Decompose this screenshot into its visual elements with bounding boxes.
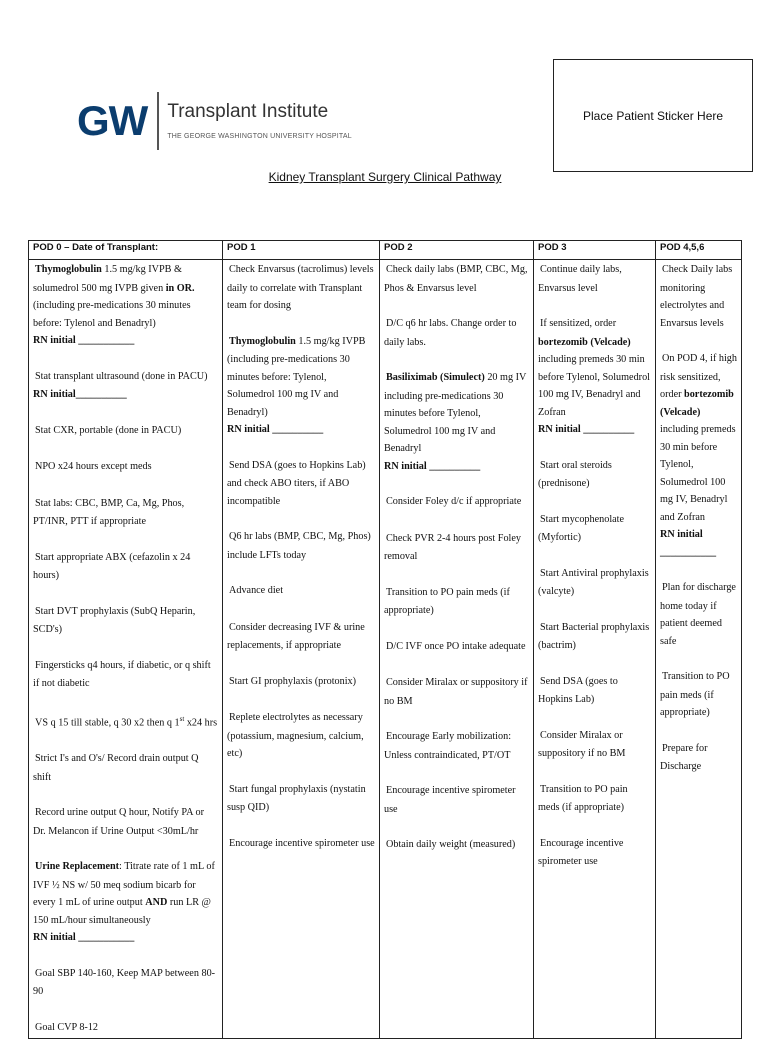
pod0-abx-item <box>33 549 218 585</box>
pod1-gi-prophylaxis-item <box>227 673 375 692</box>
item-text: Encourage incentive spirometer use <box>384 785 516 815</box>
drug-name: Basiliximab (Simulect) <box>386 372 485 383</box>
item-text: 1.5 mg/kg IVPB & solumedrol 500 mg IVPB given <box>33 264 182 294</box>
item-text: : Titrate rate of 1 mL of IVF ½ NS w/ 50 meq sodium bicarb for every 1 mL of urine output <box>33 861 215 909</box>
item-text: x24 hrs <box>184 716 218 728</box>
pod2-foley-item <box>384 493 529 512</box>
pod3-po-pain-item <box>538 781 651 817</box>
item-text: (including pre-medications 30 minutes before: Tylenol and Benadryl) <box>33 300 191 329</box>
header-pod4-6: POD 4,5,6 <box>656 241 742 260</box>
pod2-daily-weight-item <box>384 836 529 855</box>
pod1-ivf-item <box>227 619 375 655</box>
header-pod1: POD 1 <box>223 241 380 260</box>
pod2-daily-labs-item <box>384 261 529 297</box>
item-text: Transition to PO pain meds (if appropriate) <box>660 671 730 718</box>
rn-initial-line[interactable]: ___________ <box>660 546 717 558</box>
pod0-urine-output-item <box>33 804 218 840</box>
item-text: Q6 hr labs (BMP, CBC, Mg, Phos) include LFTs today <box>227 531 371 561</box>
drug-name: Thymoglobulin <box>35 264 102 275</box>
item-text: Check Daily labs monitoring electrolytes and Envarsus levels <box>660 264 733 329</box>
rn-initial-line[interactable]: RN initial ___________ <box>33 335 135 346</box>
pod0-npo-item <box>33 458 218 477</box>
drug-name: Thymoglobulin <box>229 335 296 347</box>
item-text: Start fungal prophylaxis (nystatin susp QID) <box>227 783 366 813</box>
item-text: Start Antiviral prophylaxis (valcyte) <box>538 567 649 597</box>
item-text: NPO x24 hours except meds <box>35 461 152 472</box>
item-text: Consider decreasing IVF & urine replacements, if appropriate <box>227 621 365 651</box>
item-text: Send DSA (goes to Hopkins Lab) <box>538 675 618 705</box>
pod0-column <box>29 260 223 1039</box>
pod2-spirometer-item <box>384 782 529 818</box>
pod0-goal-cvp-item <box>33 1019 218 1038</box>
item-text: including premeds 30 min before Tylenol, Solumedrol 100 mg IV, Benadryl and Zofran <box>660 424 736 523</box>
pod4-prepare-discharge-item <box>660 740 737 776</box>
item-text: VS q 15 till stable, q 30 x2 then q 1 <box>35 716 180 728</box>
item-text: D/C IVF once PO intake adequate <box>386 640 526 652</box>
pod4-bortezomib-item <box>660 350 737 561</box>
gw-logo-mark: GW <box>77 97 148 144</box>
item-text: Strict I's and O's/ Record drain output Q shift <box>33 753 199 783</box>
rn-initial-line[interactable]: RN initial __________ <box>384 460 481 472</box>
item-text: Start Bacterial prophylaxis (bactrim) <box>538 621 650 651</box>
logo-hospital: THE GEORGE WASHINGTON UNIVERSITY HOSPITAL <box>167 132 352 140</box>
pod0-strict-io-item <box>33 750 218 786</box>
pod0-goal-sbp-item <box>33 965 218 1001</box>
drug-name: bortezomib (Velcade) <box>538 336 631 348</box>
pod2-mobilization-item <box>384 728 529 764</box>
item-text: Encourage incentive spirometer use <box>538 837 624 867</box>
ordinal-suffix: st <box>179 714 185 723</box>
pod3-miralax-item <box>538 727 651 763</box>
patient-sticker-label: Place Patient Sticker Here <box>582 108 724 123</box>
item-text: Replete electrolytes as necessary (potassium, magnesium, calcium, etc) <box>227 712 364 759</box>
item-text: Goal CVP 8-12 <box>35 1021 99 1033</box>
item-text: including premeds 30 min before Tylenol, Solumedrol 100 mg IV, Benadryl and Zofran <box>538 354 650 418</box>
item-text: If sensitized, order <box>540 318 617 329</box>
rn-initial-line[interactable]: RN initial__________ <box>33 389 127 400</box>
clinical-pathway-table <box>28 240 742 1039</box>
item-text: Start DVT prophylaxis (SubQ Heparin, SCD's) <box>33 605 196 635</box>
pod3-mycophenolate-item <box>538 511 651 547</box>
pod3-oral-steroids-item <box>538 457 651 493</box>
item-text: Fingersticks q4 hours, if diabetic, or q shift if not diabetic <box>33 659 211 689</box>
item-text: Consider Foley d/c if appropriate <box>386 496 522 507</box>
pod3-bortezomib-item <box>538 315 651 439</box>
pod0-ultrasound-item <box>33 368 218 404</box>
patient-sticker-box <box>553 59 753 172</box>
table-body-row <box>29 260 742 1039</box>
item-text: Start GI prophylaxis (protonix) <box>229 675 357 687</box>
item-text: Start mycophenolate (Myfortic) <box>538 513 625 543</box>
pod3-column <box>534 260 656 1039</box>
pod2-pvr-item <box>384 530 529 566</box>
item-text: Consider Miralax or suppository if no BM <box>384 677 528 707</box>
pod4-daily-labs-item <box>660 261 737 332</box>
item-text: Check PVR 2-4 hours post Foley removal <box>384 532 521 562</box>
header-pod0: POD 0 – Date of Transplant: <box>29 241 223 260</box>
gw-transplant-logo <box>77 92 352 150</box>
rn-initial-line[interactable]: RN initial ___________ <box>33 932 135 944</box>
pod1-q6-labs-item <box>227 528 375 564</box>
page-title-text: Kidney Transplant Surgery Clinical Pathway <box>268 170 502 184</box>
item-text: Send DSA (goes to Hopkins Lab) and check ABO titers, if ABO incompatible <box>227 459 366 507</box>
item-text: Encourage incentive spirometer use <box>229 837 375 849</box>
item-text: Transition to PO pain meds (if appropriate) <box>384 586 510 616</box>
item-text: Check Envarsus (tacrolimus) levels daily to correlate with Transplant team for dosing <box>227 264 374 311</box>
pod2-po-pain-item <box>384 584 529 620</box>
logo-institute: Transplant Institute <box>167 101 329 123</box>
pod1-column <box>223 260 380 1039</box>
pod1-advance-diet-item <box>227 582 375 601</box>
table-header-row <box>29 241 742 260</box>
item-text: Consider Miralax or suppository if no BM <box>538 729 626 759</box>
item-text: 1.5 mg/kg IVPB (including pre-medications 30 minutes before: Tylenol, Solumedrol 100 mg IV and Benadryl) <box>227 335 366 418</box>
pod3-antiviral-item <box>538 565 651 601</box>
pod2-miralax-item <box>384 674 529 710</box>
pod3-bacterial-item <box>538 619 651 655</box>
pod3-spirometer-item <box>538 835 651 871</box>
item-text: Prepare for Discharge <box>660 742 708 772</box>
pod1-dsa-item <box>227 457 375 511</box>
pod3-daily-labs-item <box>538 261 651 297</box>
pod1-spirometer-item <box>227 835 375 854</box>
logo-text <box>167 102 352 140</box>
rn-initial-label: RN initial <box>660 529 703 540</box>
pod0-cxr-item <box>33 422 218 441</box>
item-text: Transition to PO pain meds (if appropriate) <box>538 783 628 813</box>
item-text: Check daily labs (BMP, CBC, Mg, Phos & Envarsus level <box>384 264 528 294</box>
header-pod2: POD 2 <box>380 241 534 260</box>
item-text: Encourage Early mobilization: Unless contraindicated, PT/OT <box>384 731 512 761</box>
item-text: run LR @ 150 mL/hour simultaneously <box>33 897 211 926</box>
pod2-basiliximab-item <box>384 369 529 475</box>
item-emphasis: in OR. <box>165 282 195 294</box>
item-text: Stat CXR, portable (done in PACU) <box>35 424 182 436</box>
pod4-discharge-plan-item <box>660 579 737 650</box>
pod1-thymoglobulin-item <box>227 333 375 439</box>
rn-initial-line[interactable]: RN initial __________ <box>227 424 324 435</box>
pod0-urine-replacement-item <box>33 858 218 947</box>
pod1-electrolytes-item <box>227 709 375 763</box>
item-text: 20 mg IV including pre-medications 30 minutes before Tylenol, Solumedrol 100 mg IV and Benadryl <box>384 372 527 454</box>
pod2-dc-ivf-item <box>384 638 529 657</box>
header-pod3: POD 3 <box>534 241 656 260</box>
item-text: Goal SBP 140-160, Keep MAP between 80-90 <box>33 967 216 998</box>
item-text: D/C q6 hr labs. Change order to daily labs. <box>384 318 517 348</box>
pod0-stat-labs-item <box>33 495 218 531</box>
pod1-fungal-item <box>227 781 375 817</box>
pod4-6-column <box>656 260 742 1039</box>
item-text: Continue daily labs, Envarsus level <box>538 264 622 294</box>
item-text: Record urine output Q hour, Notify PA or Dr. Melancon if Urine Output <30mL/hr <box>33 807 204 837</box>
item-text: Advance diet <box>229 585 284 596</box>
pod0-dvt-item <box>33 603 218 639</box>
item-text: On POD 4, if high risk sensitized, order <box>660 353 737 400</box>
pod0-vitals-item <box>33 711 218 733</box>
pod0-fingersticks-item <box>33 657 218 693</box>
pod2-dc-labs-item <box>384 315 529 351</box>
item-text: Plan for discharge home today if patient deemed safe <box>660 582 736 647</box>
pod0-thymoglobulin-item <box>33 261 218 350</box>
pod4-po-pain-item <box>660 668 737 722</box>
pod1-envarsus-item <box>227 261 375 315</box>
item-text: Stat labs: CBC, BMP, Ca, Mg, Phos, PT/INR, PTT if appropriate <box>33 497 185 527</box>
pod2-column <box>380 260 534 1039</box>
item-emphasis: AND <box>145 897 168 909</box>
rn-initial-line[interactable]: RN initial __________ <box>538 424 635 435</box>
item-text: Start appropriate ABX (cefazolin x 24 hours) <box>33 551 191 581</box>
item-text: Stat transplant ultrasound (done in PACU) <box>35 370 208 382</box>
logo-divider <box>157 92 159 150</box>
item-emphasis: Urine Replacement <box>35 861 120 873</box>
drug-name: bortezomib (Velcade) <box>660 389 734 418</box>
pod3-dsa-item <box>538 673 651 709</box>
page-title <box>0 170 770 184</box>
item-text: Obtain daily weight (measured) <box>386 839 516 850</box>
item-text: Start oral steroids (prednisone) <box>538 459 612 489</box>
